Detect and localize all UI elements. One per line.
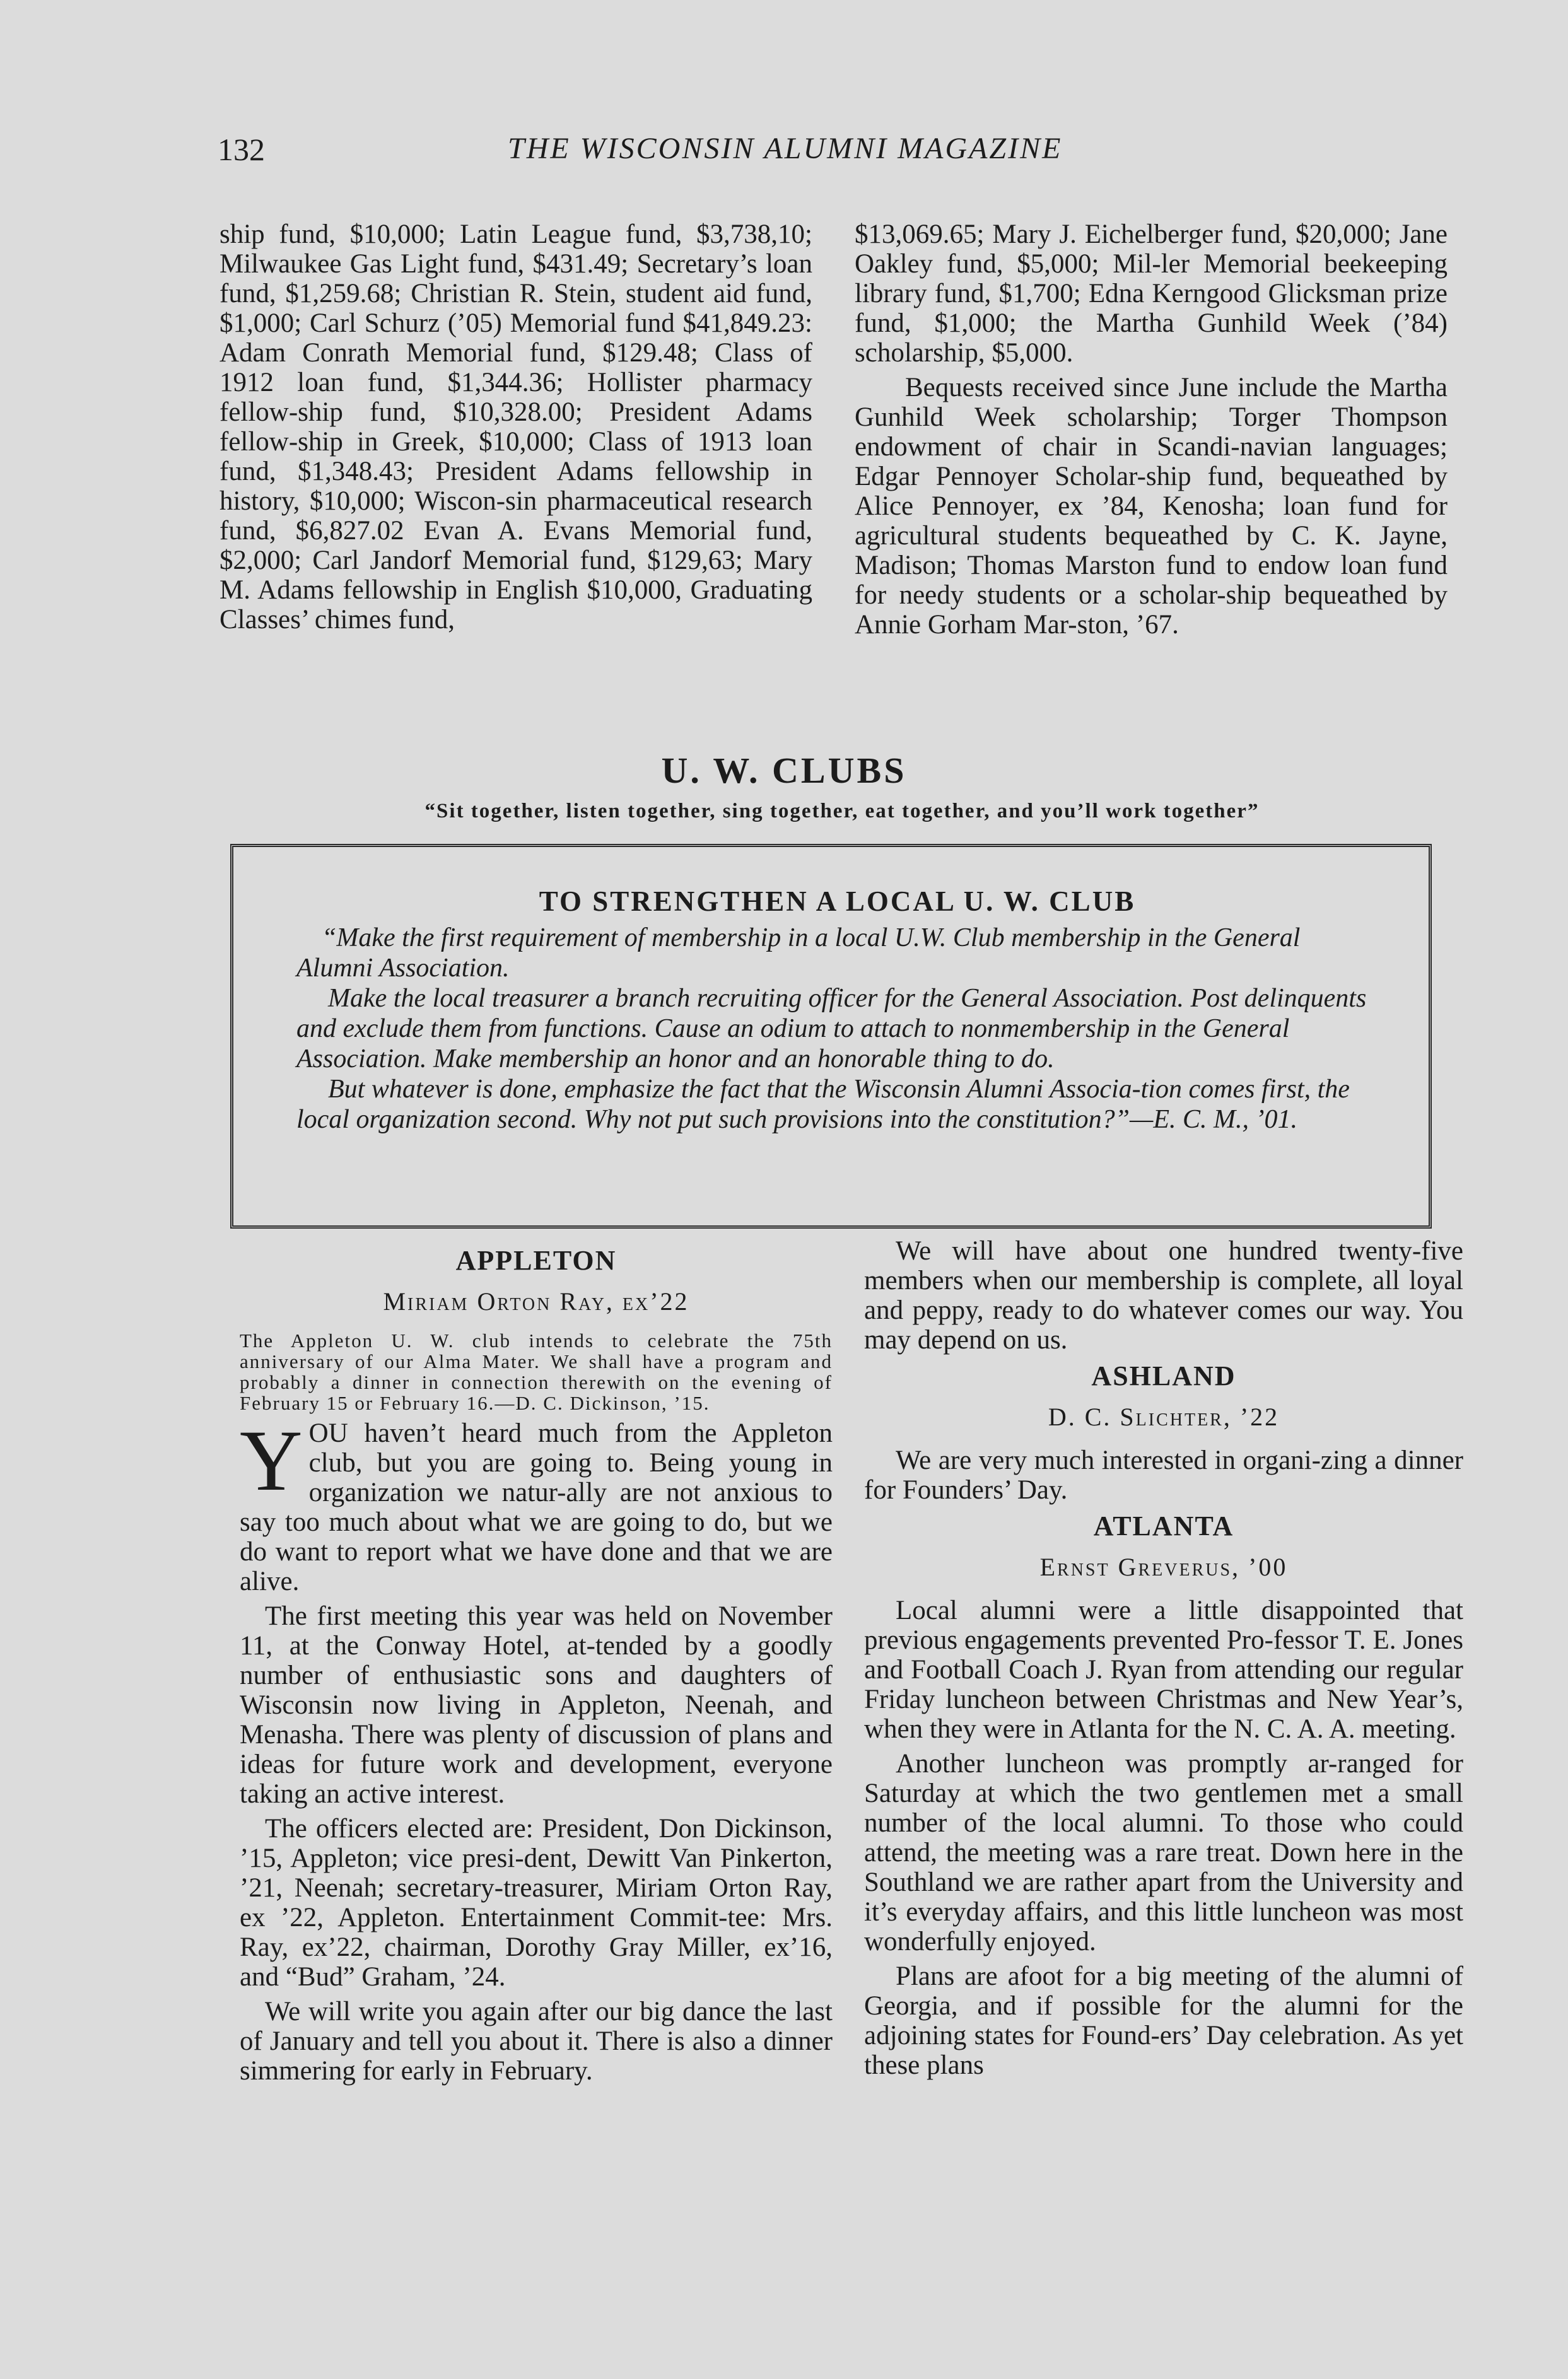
page-number: 132 [218, 132, 265, 167]
top-right-column [855, 219, 1448, 645]
atlanta-paragraph: Local alumni were a little disappointed that previous engagements prevented Pro-fessor T. E. Jones and Football Coach J. Ryan from attending our regular Friday luncheon between Christmas and New Year’s, when they were in Atlanta for the N. C. A. A. meeting. [864, 1596, 1463, 1744]
running-title: THE WISCONSIN ALUMNI MAGAZINE [508, 132, 1063, 165]
club-heading-appleton: APPLETON [455, 1245, 617, 1276]
box-paragraph: “Make the first requirement of membership in a local U.W. Club membership in the General Alumni Association. [296, 923, 1301, 983]
box-title: TO STRENGTHEN A LOCAL U. W. CLUB [539, 886, 1136, 917]
top-left-column [219, 219, 812, 640]
ashland-paragraph: We are very much interested in organi-zing a dinner for Founders’ Day. [864, 1446, 1463, 1505]
page-header [218, 131, 1473, 175]
appleton-column [240, 1239, 833, 2091]
strengthen-club-box [230, 844, 1432, 1229]
atlanta-paragraph: Plans are afoot for a big meeting of the alumni of Georgia, and if possible for the alumni for the adjoining states for Found-ers’ Day celebration. As yet these plans [864, 1961, 1463, 2080]
right-clubs-column [864, 1236, 1463, 2085]
funds-list-text: ship fund, $10,000; Latin League fund, $3,738,10; Milwaukee Gas Light fund, $431.49; Secretary’s loan fund, $1,259.68; Christian R. Stein, student aid fund, $1,000; Carl Schurz (’05) Memorial fund $41,849.23: Adam Conrath Memorial fund, $129.48; Class of 1912 loan fund, $1,344.36; Hollister pharmacy fellow-ship fund, $10,328.00; President Adams fellow-ship in Greek, $10,000; Class of 1913 loan fund, $1,348.43; President Adams fellowship in history, $10,000; Wiscon-sin pharmaceutical research fund, $6,827.02 Evan A. Evans Memorial fund, $2,000; Carl Jandorf Memorial fund, $129,63; Mary M. Adams fellowship in English $10,000, Graduating Classes’ chimes fund, [219, 219, 812, 634]
appleton-paragraph: The first meeting this year was held on November 11, at the Conway Hotel, at-tended by a goodly number of enthusiastic sons and daughters of Wisconsin now living in Appleton, Neenah, and Menasha. There was plenty of discussion of plans and ideas for future work and development, everyone taking an active interest. [240, 1601, 833, 1809]
club-note-appleton: The Appleton U. W. club intends to celebrate the 75th anniversary of our Alma Mater. We shall have a program and probably a dinner in connection therewith on the evening of February 15 or February 16.—D. C. Dickinson, ’15. [240, 1330, 833, 1414]
box-paragraph: But whatever is done, emphasize the fact that the Wisconsin Alumni Associa-tion comes first, the local organization second. Why not put such provisions into the constitution?”—E. C. M., ’01. [296, 1075, 1350, 1134]
appleton-paragraph: The officers elected are: President, Don Dickinson, ’15, Appleton; vice presi-dent, Dewitt Van Pinkerton, ’21, Neenah; secretary-treasurer, Miriam Orton Ray, ex ’22, Appleton. Entertainment Commit-tee: Mrs. Ray, ex’22, chairman, Dorothy Gray Miller, ex’16, and “Bud” Graham, ’24. [240, 1814, 833, 1992]
appleton-paragraph [240, 1412, 833, 1596]
club-byline-ashland: D. C. Slichter, ’22 [1048, 1403, 1280, 1431]
atlanta-paragraph: Another luncheon was promptly ar-ranged for Saturday at which the two gentlemen met a small number of the local alumni. To those who could attend, the meeting was a rare treat. Down here in the Southland we are rather apart from the University and it’s everyday affairs, and this little luncheon was most wonderfully enjoyed. [864, 1749, 1463, 1956]
section-motto: “Sit together, listen together, sing together, eat together, and you’ll work together” [424, 800, 1260, 822]
section-title: U. W. CLUBS [661, 750, 907, 791]
funds-list-continued: $13,069.65; Mary J. Eichelberger fund, $20,000; Jane Oakley fund, $5,000; Mil-ler Memorial beekeeping library fund, $1,700; Edna Kerngood Glicksman prize fund, $1,000; the Martha Gunhild Week (’84) scholarship, $5,000. [855, 219, 1448, 368]
club-byline-atlanta: Ernst Greverus, ’00 [1039, 1553, 1288, 1581]
bequests-paragraph: Bequests received since June include the Martha Gunhild Week scholarship; Torger Thompson endowment of chair in Scandi-navian languages; Edgar Pennoyer Scholar-ship fund, bequeathed by Alice Pennoyer, ex ’84, Kenosha; loan fund for agricultural students bequeathed by C. K. Jayne, Madison; Thomas Marston fund to endow loan fund for needy students or a scholar-ship bequeathed by Annie Gorham Mar-ston, ’67. [855, 373, 1448, 640]
club-heading-ashland: ASHLAND [1091, 1360, 1236, 1391]
club-heading-atlanta: ATLANTA [1093, 1511, 1234, 1541]
club-byline-appleton: Miriam Orton Ray, ex’22 [383, 1287, 689, 1316]
appleton-paragraph-text: OU haven’t heard much from the Appleton club, but you are going to. Being young in organization we natur-ally are not anxious to say too much about what we are going to do, but we do want to report what we have done and that we are alive. [240, 1418, 833, 1596]
box-paragraph: Make the local treasurer a branch recruiting officer for the General Association. Post delinquents and exclude them from functions. Cause an odium to attach to nonmembership in the General Association. Make membership an honor and an honorable thing to do. [296, 984, 1367, 1073]
drop-cap: Y [240, 1412, 303, 1509]
appleton-paragraph: We will write you again after our big dance the last of January and tell you about it. There is also a dinner simmering for early in February. [240, 1997, 833, 2086]
appleton-continuation: We will have about one hundred twenty-five members when our membership is complete, all loyal and peppy, ready to do whatever comes our way. You may depend on us. [864, 1236, 1463, 1355]
